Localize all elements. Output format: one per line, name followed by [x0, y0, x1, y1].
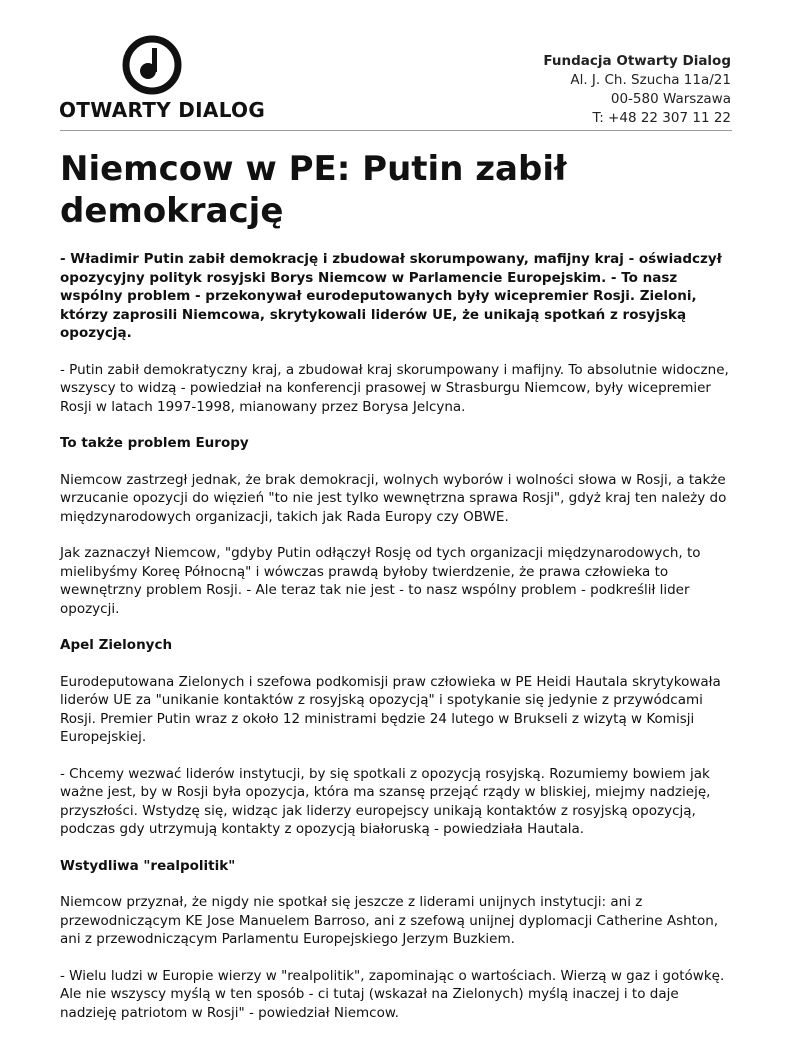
address-city: 00-580 Warszawa [610, 91, 731, 107]
header-divider [60, 130, 732, 131]
address-street: Al. J. Ch. Szucha 11a/21 [570, 72, 731, 88]
paragraph-7: - Wielu ludzi w Europie wierzy w "realpolitik", zapominając o wartościach. Wierzą w gaz i gotówkę. Ale nie wszyscy myślą w ten sposób - ci tutaj (wskazał na Zielonych) myślą inaczej i to daje nadzieję patriotom w Rosji" - powiedział Niemcow. [60, 967, 725, 1021]
subheading-1: To także problem Europy [60, 435, 249, 451]
organization-name: Fundacja Otwarty Dialog [543, 53, 731, 69]
logo-wordmark: OTWARTY DIALOG [59, 98, 266, 122]
phone-number: T: +48 22 307 11 22 [592, 110, 731, 126]
paragraph-6: Niemcow przyznał, że nigdy nie spotkał się jeszcze z liderami unijnych instytucji: ani z przewodniczącym KE Jose Manuelem Barroso, ani z szefową unijnej dyplomacji Catherine Ashton, ani z przewodniczącym Parlamentu Europejskiego Jerzym Buzkiem. [60, 894, 719, 947]
article-lead: - Władimir Putin zabił demokrację i zbudował skorumpowany, mafijny kraj - oświadczył opozycyjny polityk rosyjski Borys Niemcow w Parlamencie Europejskim. - To nasz wspólny problem - przekonywał eurodeputowanych były wicepremier Rosji. Zieloni, którzy zaprosili Niemcowa, skrytykowali liderów UE, że unikają spotkań z rosyjską opozycją. [60, 251, 722, 341]
article-body [60, 250, 736, 1040]
paragraph-5: - Chcemy wezwać liderów instytucji, by się spotkali z opozycją rosyjską. Rozumiemy bowiem jak ważne jest, by w Rosji była opozycja, która ma szansę przejąć rządy w bliskiej, miejmy nadzieję, przyszłości. Wstydzę się, widząc jak liderzy europejscy unikają kontaktów z rosyjską opozycją, podczas gdy utrzymują kontakty z opozycją białoruską - powiedziała Hautala. [60, 765, 711, 837]
article-title: Niemcow w PE: Putin zabił demokrację [60, 149, 567, 231]
otwarty-dialog-logo-icon [121, 34, 183, 96]
organization-address [543, 52, 731, 128]
paragraph-2: Niemcow zastrzegł jednak, że brak demokracji, wolnych wyborów i wolności słowa w Rosji, a także wrzucanie opozycji do więzień "to nie jest tylko wewnętrzna sprawa Rosji", gdyż kraj ten należy do międzynarodowych organizacji, takich jak Rada Europy czy OBWE. [60, 471, 727, 525]
paragraph-4: Eurodeputowana Zielonych i szefowa podkomisji praw człowieka w PE Heidi Hautala skrytykowała liderów UE za "unikanie kontaktów z rosyjską opozycją" i spotykanie się jedynie z przywódcami Rosji. Premier Putin wraz z około 12 ministrami będzie 24 lutego w Brukseli z wizytą w Komisji Europejskiej. [60, 673, 721, 745]
subheading-3: Wstydliwa "realpolitik" [60, 857, 236, 874]
paragraph-1: - Putin zabił demokratyczny kraj, a zbudował kraj skorumpowany i mafijny. To absolutnie widoczne, wszyscy to widzą - powiedział na konferencji prasowej w Strasburgu Niemcow, były wicepremier Rosji w latach 1997-1998, mianowany przez Borysa Jelcyna. [60, 361, 729, 415]
subheading-2: Apel Zielonych [60, 637, 173, 653]
paragraph-3: Jak zaznaczył Niemcow, "gdyby Putin odłączył Rosję od tych organizacji międzynarodowych, to mielibyśmy Koreę Północną" i wówczas prawdą byłoby twierdzenie, że prawa człowieka to wewnętrzny problem Rosji. - Ale teraz tak nie jest - to nasz wspólny problem - podkreślił lider opozycji. [60, 545, 701, 617]
